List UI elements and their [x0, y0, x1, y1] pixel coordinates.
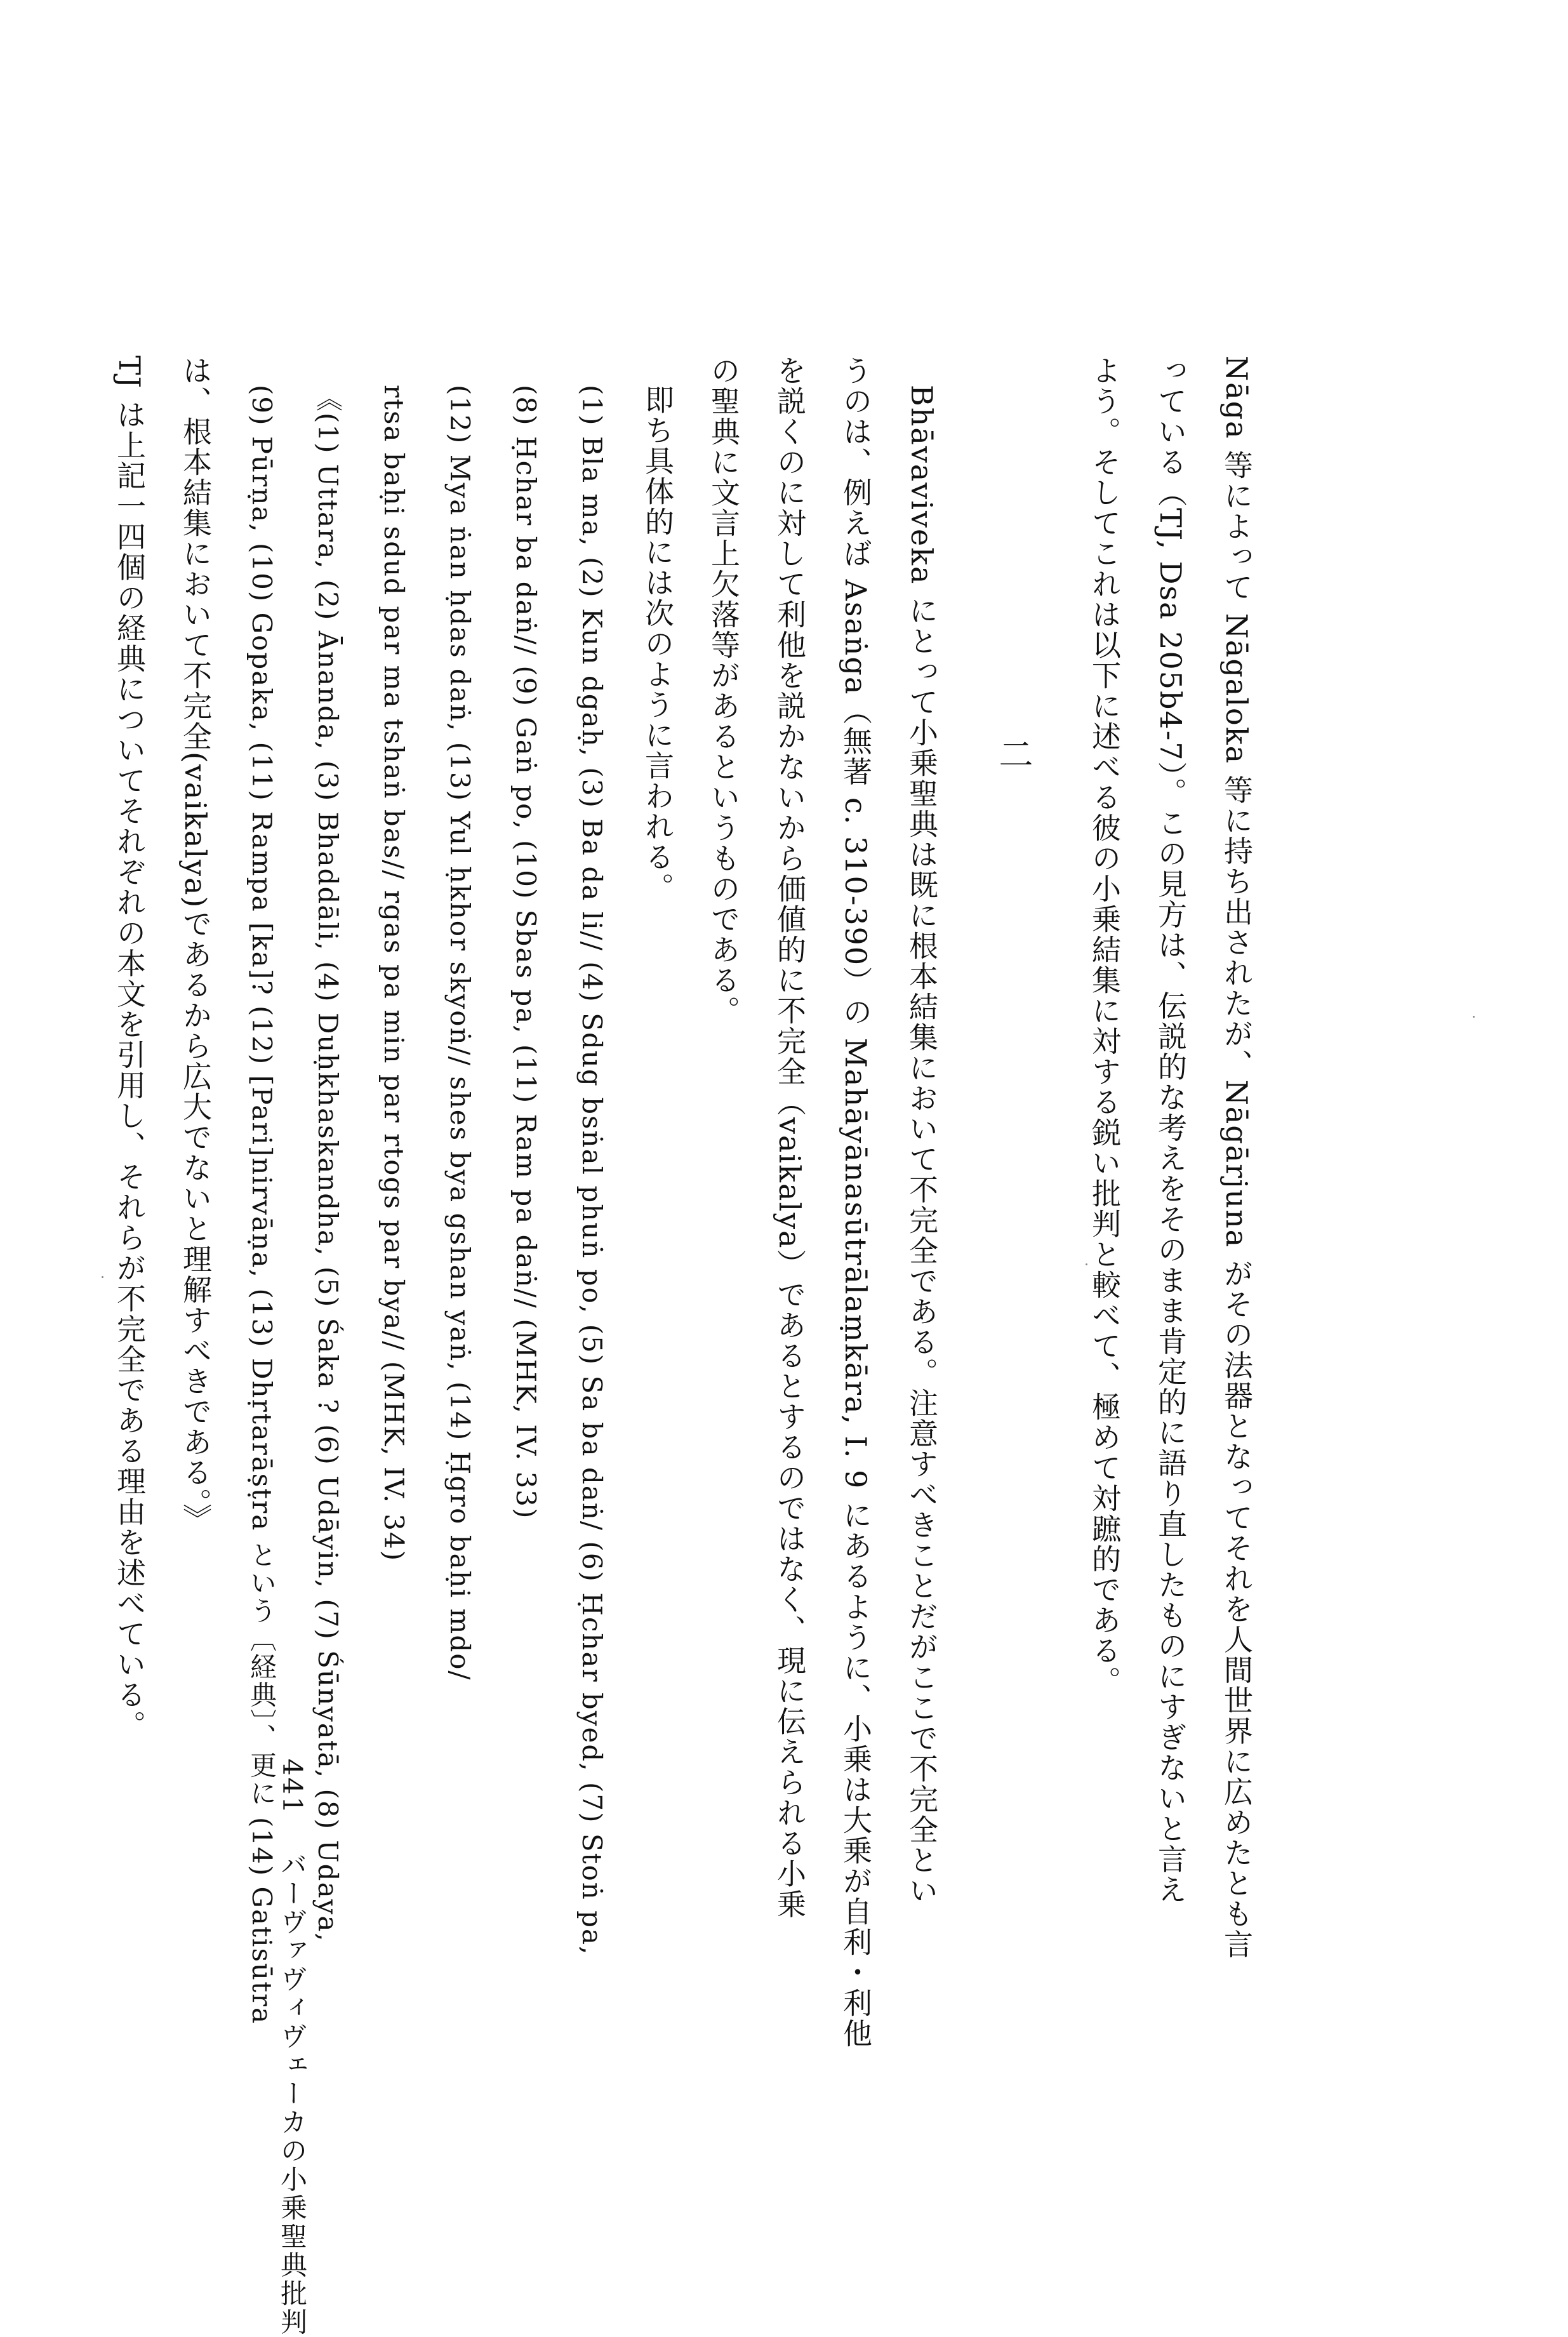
paragraph-line-8: 即ち具体的には次のように言われる。 — [641, 385, 675, 903]
quote-line-2: (8) Ḥchar ba daṅ// (9) Gaṅ po, (10) Sbas pa, (11) Ram pa daṅ// (MHK, IV. 33) — [510, 385, 541, 1520]
translation-line-1: 《(1) Uttara, (2) Ānanda, (3) Bhaddāli, (4) Duḥkhaskandha, (5) Śaka ? (6) Udāyin, (7) Śūnyatā, (8) Udaya, — [312, 385, 343, 1943]
paragraph-line-2: っている（TJ, Dsa 205b4-7）。この見方は、伝説的な考えをそのまま肯定的に語り直したものにすぎないと言え — [1153, 356, 1188, 1905]
scan-speck — [1086, 1263, 1087, 1265]
scan-speck — [1473, 1016, 1475, 1018]
page-number: 441 — [277, 1759, 308, 1816]
paragraph-line-10: TJ は上記一四個の経典についてそれぞれの本文を引用し、それらが不完全である理由を述べている。 — [112, 356, 147, 1741]
paragraph-line-1: Nāga 等によって Nāgaloka 等に持ち出されたが、Nāgārjuna がその法器となってそれを人間世界に広めたとも言 — [1219, 356, 1254, 1960]
quote-line-1: (1) Bla ma, (2) Kun dgaḥ, (3) Ba da li// (4) Sdug bsṅal phuṅ po, (5) Sa ba daṅ/ (6) Ḥchar byed, (7) Stoṅ pa, — [576, 385, 608, 1956]
scan-speck — [102, 1276, 103, 1278]
paragraph-line-6: を説くのに対して利他を説かないから価値的に不完全（vaikalya）であるとするのではなく、現に伝えられる小乗 — [773, 356, 807, 1920]
paragraph-line-7: の聖典に文言上欠落等があるというものである。 — [707, 356, 741, 1026]
quote-line-4: rtsa baḥi sdud par ma tshaṅ bas// rgas pa min par rtogs par bya// (MHK, IV. 34) — [378, 385, 409, 1562]
page-footer — [273, 1759, 311, 2337]
paragraph-line-4: Bhāvaviveka にとって小乗聖典は既に根本結集において不完全である。注意すべきことだがここで不完全とい — [905, 385, 939, 1907]
paragraph-line-3: よう。そしてこれは以下に述べる彼の小乗結集に対する鋭い批判と較べて、極めて対蹠的である。 — [1087, 356, 1122, 1696]
section-heading: 二 — [993, 736, 1033, 772]
paragraph-line-5: うのは、例えば Asaṅga（無著 c. 310-390）の Mahāyānasūtrālaṃkāra, I. 9 にあるように、小乗は大乗が自利・利他 — [839, 356, 873, 2049]
quote-line-3: (12) Mya ṅan ḥdas daṅ, (13) Yul ḥkhor skyoṅ// shes bya gshan yaṅ, (14) Ḥgro baḥi mdo/ — [444, 385, 475, 1681]
paragraph-line-9: は、根本結集において不完全(vaikalya)であるから広大でないと理解すべきである。》 — [178, 356, 213, 1535]
translation-line-2: (9) Pūrṇa, (10) Gopaka, (11) Rampa [ka]? (12) [Pari]nirvāṇa, (13) Dhṛtarāṣṭra という〔経典〕、更に (14) Gatisūtra — [246, 385, 277, 2025]
running-title: バーヴァヴィヴェーカの小乗聖典批判 — [277, 1851, 308, 2337]
